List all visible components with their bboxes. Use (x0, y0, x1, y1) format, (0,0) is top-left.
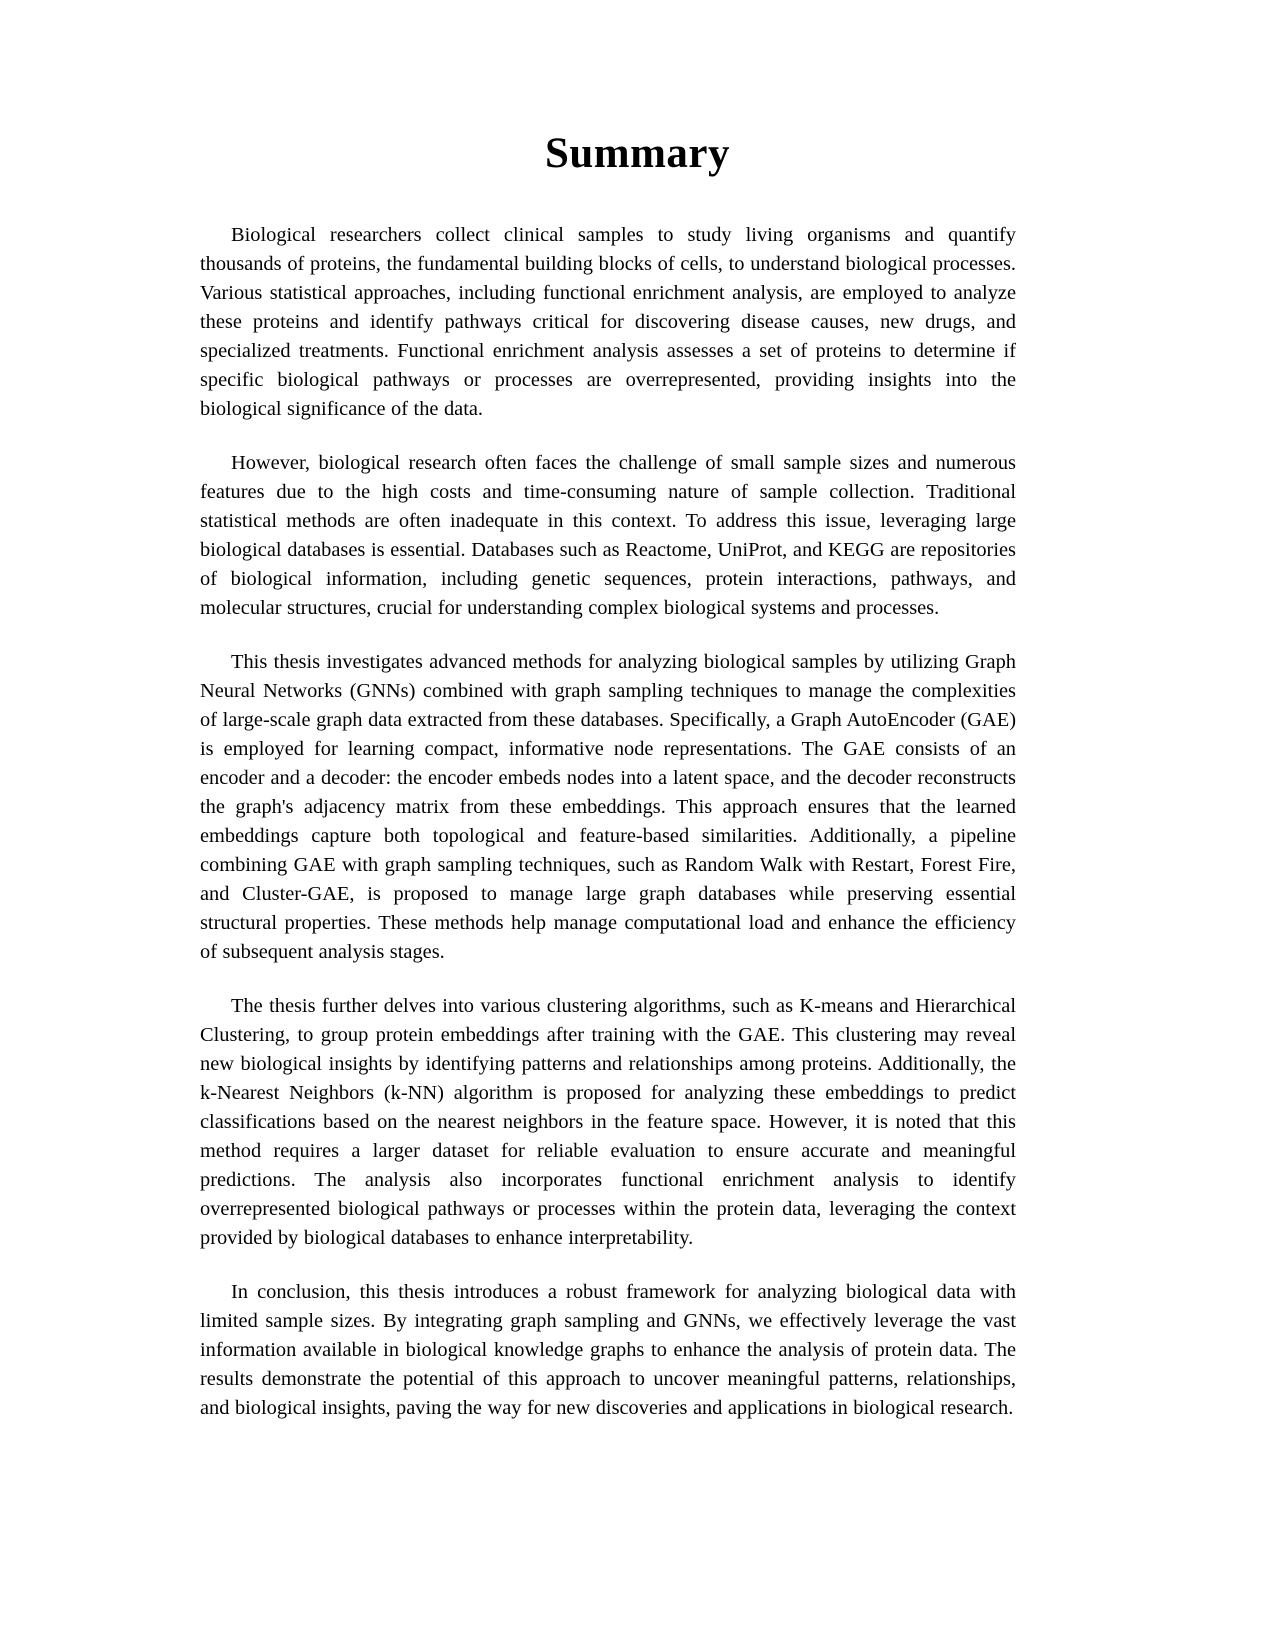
paragraph-5: In conclusion, this thesis introduces a robust framework for analyzing biological data with limited sample sizes. By integrating graph sampling and GNNs, we effectively leverage the vast information available in biological knowledge graphs to enhance the analysis of protein data. The results demonstrate the potential of this approach to uncover meaningful patterns, relationships, and biological insights, paving the way for new discoveries and applications in biological research. (200, 1281, 1016, 1419)
paragraph-1: Biological researchers collect clinical samples to study living organisms and quantify thousands of proteins, the fundamental building blocks of cells, to understand biological processes. Various statistical approaches, including functional enrichment analysis, are employed to analyze these proteins and identify pathways critical for discovering disease causes, new drugs, and specialized treatments. Functional enrichment analysis assesses a set of proteins to determine if specific biological pathways or processes are overrepresented, providing insights into the biological significance of the data. (200, 224, 1016, 420)
page-title: Summary (544, 129, 731, 177)
paragraph-3: This thesis investigates advanced methods for analyzing biological samples by utilizing Graph Neural Networks (GNNs) combined with graph sampling techniques to manage the complexities of large-scale graph data extracted from these databases. Specifically, a Graph AutoEncoder (GAE) is employed for learning compact, informative node representations. The GAE consists of an encoder and a decoder: the encoder embeds nodes into a latent space, and the decoder reconstructs the graph's adjacency matrix from these embeddings. This approach ensures that the learned embeddings capture both topological and feature-based similarities. Additionally, a pipeline combining GAE with graph sampling techniques, such as Random Walk with Restart, Forest Fire, and Cluster-GAE, is proposed to manage large graph databases while preserving essential structural properties. These methods help manage computational load and enhance the efficiency of subsequent analysis stages. (200, 651, 1016, 963)
paragraph-4: The thesis further delves into various clustering algorithms, such as K-means and Hierarchical Clustering, to group protein embeddings after training with the GAE. This clustering may reveal new biological insights by identifying patterns and relationships among proteins. Additionally, the k-Nearest Neighbors (k-NN) algorithm is proposed for analyzing these embeddings to predict classifications based on the nearest neighbors in the feature space. However, it is noted that this method requires a larger dataset for reliable evaluation to ensure accurate and meaningful predictions. The analysis also incorporates functional enrichment analysis to identify overrepresented biological pathways or processes within the protein data, leveraging the context provided by biological databases to enhance interpretability. (200, 995, 1016, 1249)
paragraph-2: However, biological research often faces the challenge of small sample sizes and numerous features due to the high costs and time-consuming nature of sample collection. Traditional statistical methods are often inadequate in this context. To address this issue, leveraging large biological databases is essential. Databases such as Reactome, UniProt, and KEGG are repositories of biological information, including genetic sequences, protein interactions, pathways, and molecular structures, crucial for understanding complex biological systems and processes. (200, 452, 1016, 619)
summary-body (200, 221, 1016, 1423)
